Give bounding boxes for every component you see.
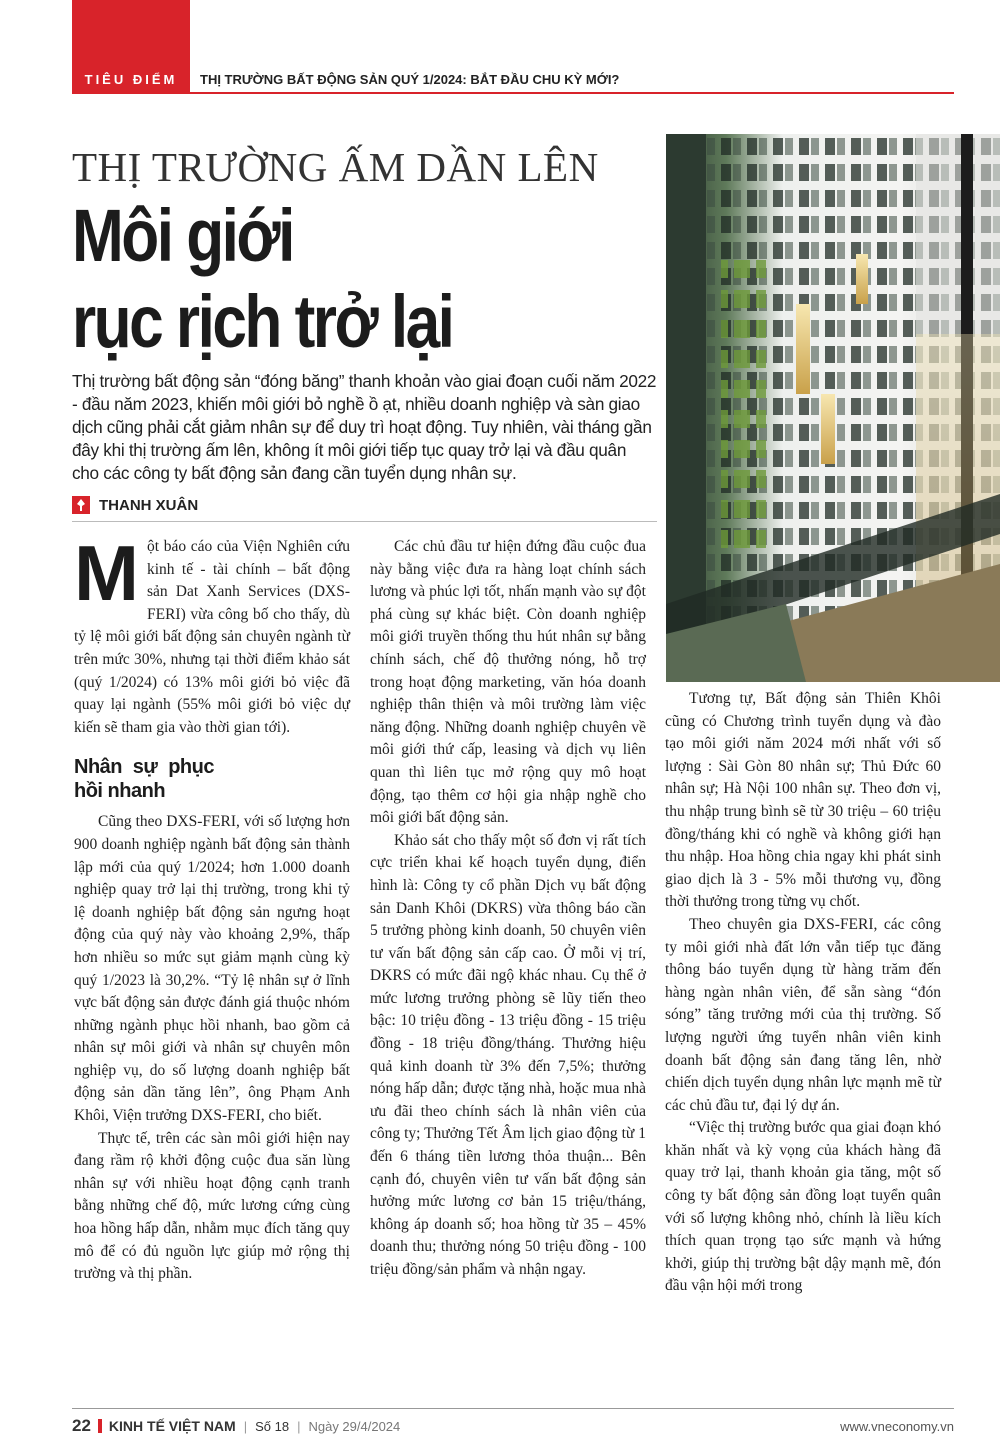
page-number: 22 — [72, 1416, 91, 1435]
paragraph: Thực tế, trên các sàn môi giới hiện nay đang rầm rộ khởi động cuộc đua săn lùng nhân sự với nhiều hoạt động cạnh tranh bằng những chế độ, mức lương cứng cùng hoa hồng hấp dẫn, nhằm mục đích tăng quy mô để có đủ nguồn lực giúp mở rộng thị trường và thị phần. — [74, 1129, 350, 1283]
article-supertitle: THỊ TRƯỜNG ẤM DẦN LÊN — [72, 144, 599, 190]
issue-date: Ngày 29/4/2024 — [308, 1418, 401, 1434]
website-link[interactable]: www.vneconomy.vn — [840, 1418, 954, 1434]
paragraph: Các chủ đầu tư hiện đứng đầu cuộc đua này bằng việc đưa ra hàng loạt chính sách lương và phúc lợi tốt, nhấn mạnh vào sự đột phá cùng sự khác biệt. Còn doanh nghiệp môi giới truyền thống thu hút nhân sự bằng chính sách, chế độ thưởng nóng, hỗ trợ trong hoạt động marketing, văn hóa doanh nghiệp thân thiện và môi trường làm việc năng động. Những doanh nghiệp chuyên về môi giới thứ cấp, leasing và dịch vụ liên quan thì liên tục mở rộng quy mô hoạt động, tạo thêm cơ hội gia nhập nghề cho môi giới bất động sản. — [370, 538, 646, 827]
article-headline — [72, 193, 542, 365]
paragraph: “Việc thị trường bước qua giai đoạn khó khăn nhất và kỳ vọng của khách hàng đã quay trở lại, thanh khoản gia tăng, một số công ty bất động sản đồng loạt tuyển quân với số lượng không nhỏ, chính là liều kích thích quan trọng tạo sức mạnh và hứng khởi, giúp thị trường bật dậy mạnh mẽ, đón đầu vận hội mới trong — [665, 1119, 941, 1295]
building-photo — [666, 134, 1000, 682]
drop-cap: M — [74, 529, 139, 617]
footer-accent-bar — [98, 1419, 102, 1433]
footer-separator: | — [243, 1418, 248, 1434]
header-divider — [72, 92, 954, 94]
paragraph-text: ột báo cáo của Viện Nghiên cứu kinh tế - tài chính – bất động sản Dat Xanh Services (DXS-FERI) vừa công bố cho thấy, dù tỷ lệ môi giới bất động sản chuyên ngành từ trên mức 30%, nhưng tại thời điểm khảo sát (quý 1/2024) có 13% môi giới bỏ việc đã quay lại ngành (55% môi giới bỏ việc dự kiến sẽ tham gia vào thời gian tới). — [74, 538, 350, 736]
article-lead: Thị trường bất động sản “đóng băng” thanh khoản vào giai đoạn cuối năm 2022 - đầu năm 2023, khiến môi giới bỏ nghề ồ ạt, nhiều doanh nghiệp và sàn giao dịch cũng phải cắt giảm nhân sự để duy trì hoạt động. Tuy nhiên, vài tháng gần đây khi thị trường ấm lên, không ít môi giới tiếp tục quay trở lại và đầu quân cho các công ty bất động sản đang cần tuyển dụng nhân sự. — [72, 371, 657, 483]
article-column-2 — [370, 536, 646, 1282]
headline-line-2: rục rịch trở lại — [72, 280, 453, 363]
byline — [72, 496, 198, 514]
footer-separator: | — [297, 1418, 301, 1434]
issue-number: Số 18 — [255, 1418, 290, 1434]
paragraph: Tương tự, Bất động sản Thiên Khôi cũng có Chương trình tuyển dụng và đào tạo môi giới năm 2024 mới nhất với số lượng : Sài Gòn 80 nhân sự; Thủ Đức 60 nhân sự; Hà Nội 100 nhân sự. Theo đơn vị, thu nhập trung bình sẽ từ 30 triệu – 60 triệu đồng/tháng khi có nghề và không giới hạn thu nhập. Hoa hồng chia ngay khi phát sinh giao dịch là 3 - 5% mỗi thương vụ, đồng thời thưởng trong từng vụ chốt. — [665, 690, 941, 911]
byline-divider — [72, 521, 657, 522]
paragraph: Theo chuyên gia DXS-FERI, các công ty môi giới nhà đất lớn vẫn tiếp tục đăng thông báo tuyển dụng từ hàng trăm đến hàng ngàn nhân viên, để sẵn sàng “đón sóng” tăng trưởng mới của thị trường. Số lượng người ứng tuyển nhân viên kinh doanh bất động sản đang tăng lên, nhờ chiến dịch tuyển dụng nhân lực mạnh mẽ từ các chủ đầu tư, đại lý dự án. — [665, 915, 941, 1114]
pen-icon — [72, 496, 90, 514]
header-kicker: THỊ TRƯỜNG BẤT ĐỘNG SẢN QUÝ 1/2024: BẮT ĐẦU CHU KỲ MỚI? — [200, 72, 620, 87]
author-name: THANH XUÂN — [99, 496, 199, 514]
page-footer — [72, 1414, 954, 1438]
paragraph: Khảo sát cho thấy một số đơn vị rất tích cực triển khai kế hoạch tuyển dụng, điển hình là: Công ty cổ phần Dịch vụ bất động sản Danh Khôi (DKRS) vừa thông báo cần 5 trưởng phòng kinh doanh, 50 chuyên viên tư vấn bất động sản cấp cao. Ở mỗi vị trí, DKRS có mức đãi ngộ khác nhau. Cụ thể ở mức lương trưởng phòng sẽ lũy tiến theo bậc: 10 triệu đồng - 13 triệu đồng - 15 triệu đồng - 18 triệu đồng/tháng. Thưởng hiệu quả kinh doanh từ 3% đến 7,5%; thưởng nóng hấp dẫn; được tặng nhà, hoặc mua nhà ưu đãi theo chính sách là nhân viên của công ty; Thưởng Tết Âm lịch giao động từ 1 đến 6 tháng tiền lương thỏa thuận... Bên cạnh đó, chuyên viên tư vấn bất động sản hưởng mức lương cơ bản 15 triệu/tháng, không áp doanh số; hoa hồng từ 35 – 45% doanh thu; thưởng nóng 50 triệu đồng - 100 triệu đồng/sản phẩm và nhận ngay. — [370, 831, 646, 1278]
headline-line-1: Môi giới — [72, 194, 293, 277]
section-tag: TIÊU ĐIỂM — [84, 72, 178, 87]
section-subhead: Nhân sự phục hồi nhanh — [74, 756, 214, 803]
paragraph — [74, 529, 350, 739]
magazine-name: KINH TẾ VIỆT NAM — [108, 1418, 236, 1434]
paragraph: Cũng theo DXS-FERI, với số lượng hơn 900 doanh nghiệp ngành bất động sản thành lập mới của quý 1/2024; hơn 1.000 doanh nghiệp quay trở lại thị trường, trong khi tỷ lệ doanh nghiệp bất động sản ngưng hoạt động của quý này vào khoảng 2,9%, thấp hơn nhiều so mức sụt giảm mạnh cùng kỳ quý 1/2023 là 30,2%. “Tỷ lệ nhân sự ở lĩnh vực bất động sản được đánh giá thuộc nhóm những ngành phục hồi nhanh, bao gồm cả nhân sự môi giới và nhân sự chuyên môn nghiệp vụ, do số lượng doanh nghiệp bất động sản dần tăng lên”, ông Phạm Anh Khôi, Viện trưởng DXS-FERI, cho biết. — [74, 813, 350, 1125]
article-column-1 — [74, 529, 350, 1286]
footer-divider — [72, 1408, 954, 1409]
article-column-3 — [665, 688, 941, 1298]
